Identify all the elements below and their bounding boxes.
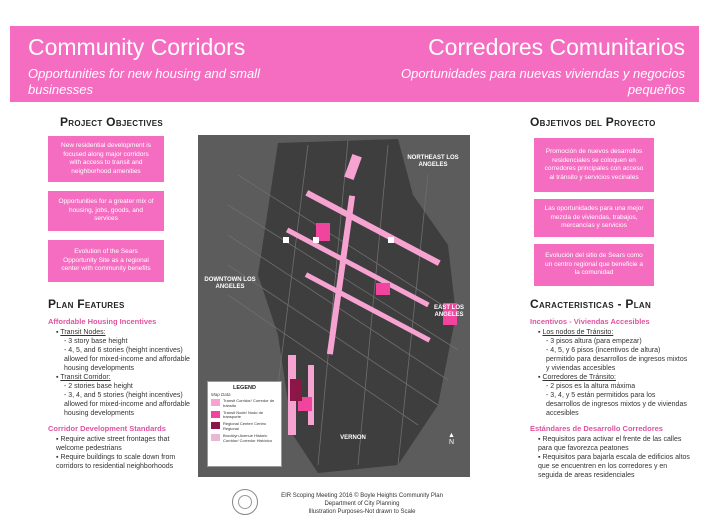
objective-box-en-1: New residential development is focused along major corridors with access to transit and neighborhood amenities	[48, 136, 164, 182]
corridor-label-en: ▪ Transit Corridor:	[56, 374, 111, 381]
legend-item: Transit Node/ Nodo de transporte	[211, 411, 278, 421]
features-en	[48, 317, 194, 471]
corridor-item-es: - 3, 4, y 5 están permitidos para los desarrollos de ingresos mixtos y de viviendas accesibles	[546, 392, 687, 417]
legend-subtitle: Map Data	[211, 392, 231, 397]
north-arrow-icon: ▲ N	[448, 432, 455, 446]
legend-item: Regional Center/ Centro Regional	[211, 422, 278, 432]
standards-item-es: ▪ Requisitos para activar el frente de las calles para que favorezca peatones	[538, 436, 682, 452]
footer-line-1: EIR Scoping Meeting 2016 © Boyle Heights Community Plan	[281, 493, 443, 499]
incentives-title-en: Affordable Housing Incentives	[48, 317, 157, 326]
standards-item-en: ▪ Require buildings to scale down from corridors to residential neighborhoods	[56, 454, 176, 470]
legend-swatch	[211, 399, 220, 406]
footer-line-3: Illustration Purposes-Not drawn to Scale	[308, 509, 416, 515]
corridor-item-en: - 3, 4, and 5 stories (height incentives) allowed for mixed-income and affordable housing developments	[64, 392, 190, 417]
legend-item: Brooklyn Avenue Historic Corridor/ Corredor Histórico	[211, 434, 278, 444]
features-title-es: Caracteristicas - Plan	[530, 297, 652, 311]
legend-title: LEGEND	[233, 385, 256, 391]
objective-box-en-2: Opportunities for a greater mix of housing, jobs, goods, and services	[48, 191, 164, 231]
legend-swatch	[211, 434, 220, 441]
standards-title-en: Corridor Development Standards	[48, 424, 166, 433]
corridor-map	[198, 135, 470, 477]
legend-item: Transit Corridor/ Corredor de tránsito	[211, 399, 278, 409]
map-label-east: EAST LOS ANGELES	[433, 305, 464, 318]
nodes-label-es: ▪ Los nodos de Tránsito:	[538, 329, 614, 336]
footer-text	[262, 492, 462, 516]
map-label-downtown: DOWNTOWN LOS ANGELES	[204, 277, 256, 290]
title-spanish: Corredores Comunitarios	[428, 34, 685, 60]
subtitle-spanish: Oportunidades para nuevas viviendas y negocios pequeños	[400, 66, 685, 97]
objective-box-en-3: Evolution of the Sears Opportunity Site as a regional center with community benefits	[48, 240, 164, 282]
incentives-title-es: Incentivos - Viviendas Accesibles	[530, 317, 650, 326]
corridor-label-es: ▪ Corredores de Tránsito:	[538, 374, 616, 381]
standards-title-es: Estándares de Desarrollo Corredores	[530, 424, 663, 433]
objective-box-es-1: Promoción de nuevos desarrollos residenciales se coloquen en corredores principales con acceso al tránsito y servicios vecinales	[534, 138, 654, 192]
map-label-northeast: NORTHEAST LOS ANGELES	[407, 155, 459, 168]
header-banner	[10, 26, 699, 102]
objective-box-es-3: Evolución del sitio de Sears como un centro regional que beneficie a la comunidad	[534, 244, 654, 286]
footer-line-2: Department of City Planning	[324, 501, 400, 507]
standards-item-es: ▪ Requisitos para bajarla escala de edificios altos que se encuentren en los corredores y en seguida de areas residenciales	[538, 454, 690, 479]
features-title-en: Plan Features	[48, 297, 125, 311]
nodes-item-es: - 4, 5, y 6 pisos (incentivos de altura) permitido para desarrollos de ingresos mixtos y viviendas accesibles	[546, 347, 688, 372]
regional-center	[290, 379, 302, 401]
subtitle-english: Opportunities for new housing and small businesses	[28, 66, 260, 97]
objectives-title-en: Project Objectives	[60, 115, 163, 129]
corridor-item-es: - 2 pisos es la altura máxima	[546, 383, 636, 390]
city-seal-icon	[232, 489, 258, 515]
standards-item-en: ▪ Require active street frontages that welcome pedestrians	[56, 436, 170, 452]
nodes-label-en: ▪ Transit Nodes:	[56, 329, 106, 336]
nodes-item-es: - 3 pisos altura (para empezar)	[546, 338, 642, 345]
nodes-item-en: - 4, 5, and 6 stories (height incentives) allowed for mixed-income and affordable housing developments	[64, 347, 190, 372]
nodes-item-en: - 3 story base height	[64, 338, 128, 345]
legend-swatch	[211, 422, 220, 429]
corridor-item-en: - 2 stories base height	[64, 383, 133, 390]
legend-swatch	[211, 411, 220, 418]
objective-box-es-2: Las oportunidades para una mejor mezcla de viviendas, trabajos, mercancías y servicios	[534, 199, 654, 237]
title-english: Community Corridors	[28, 34, 246, 60]
map-label-vernon: VERNON	[340, 435, 366, 441]
objectives-title-es: Objetivos del Proyecto	[530, 115, 656, 129]
features-es	[530, 317, 690, 480]
map-legend	[207, 381, 282, 467]
